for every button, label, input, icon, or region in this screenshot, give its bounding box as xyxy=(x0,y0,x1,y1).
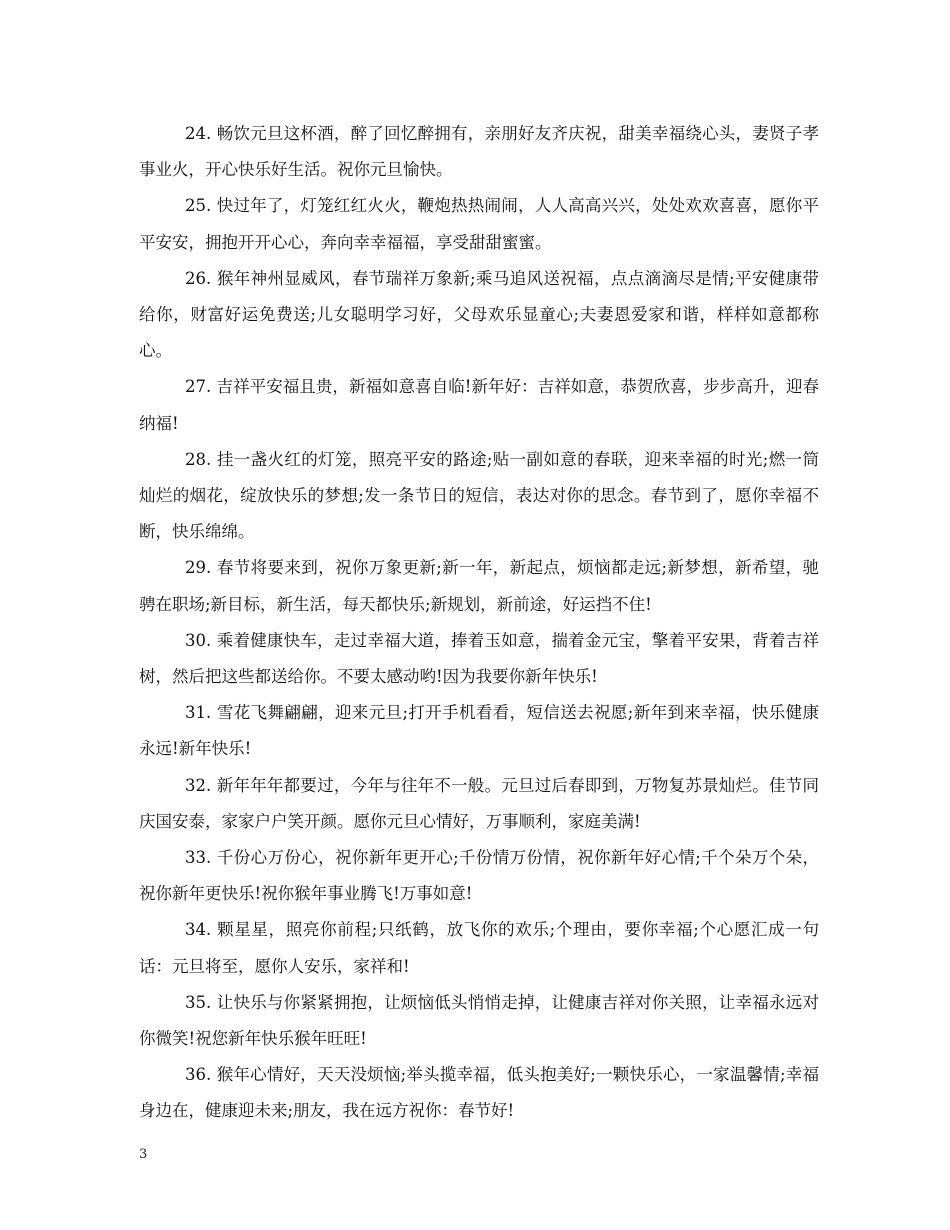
paragraph-34: 34. 颗星星，照亮你前程;只纸鹤，放飞你的欢乐;个理由，要你幸福;个心愿汇成一句话：元旦将至，愿你人安乐，家祥和! xyxy=(139,920,819,976)
paragraph-35: 35. 让快乐与你紧紧拥抱，让烦恼低头悄悄走掉，让健康吉祥对你关照，让幸福永远对你微笑!祝您新年快乐猴年旺旺! xyxy=(139,992,819,1049)
paragraph-32: 32. 新年年年都要过，今年与往年不一般。元旦过后春即到，万物复苏景灿烂。佳节同庆国安泰，家家户户笑开颜。愿你元旦心情好，万事顺利，家庭美满! xyxy=(139,775,819,831)
paragraph-27: 27. 吉祥平安福且贵，新福如意喜自临!新年好：吉祥如意，恭贺欣喜，步步高升，迎春纳福! xyxy=(139,377,819,433)
paragraph-25: 25. 快过年了，灯笼红红火火，鞭炮热热闹闹，人人高高兴兴，处处欢欢喜喜，愿你平平安安，拥抱开开心心，奔向幸幸福福，享受甜甜蜜蜜。 xyxy=(139,196,819,252)
paragraph-30: 30. 乘着健康快车，走过幸福大道，捧着玉如意，揣着金元宝，擎着平安果，背着吉祥树，然后把这些都送给你。不要太感动哟!因为我要你新年快乐! xyxy=(139,630,819,687)
paragraph-33: 33. 千份心万份心，祝你新年更开心;千份情万份情，祝你新年好心情;千个朵万个朵，祝你新年更快乐!祝你猴年事业腾飞!万事如意! xyxy=(139,848,819,904)
paragraph-36: 36. 猴年心情好，天天没烦恼;举头揽幸福，低头抱美好;一颗快乐心，一家温馨情;幸福身边在，健康迎未来;朋友，我在远方祝你：春节好! xyxy=(139,1065,819,1121)
paragraph-24: 24. 畅饮元旦这杯酒，醉了回忆醉拥有，亲朋好友齐庆祝，甜美幸福绕心头，妻贤子孝事业火，开心快乐好生活。祝你元旦愉快。 xyxy=(139,124,819,180)
paragraph-26: 26. 猴年神州显威风，春节瑞祥万象新;乘马追风送祝福，点点滴滴尽是情;平安健康带给你，财富好运免费送;儿女聪明学习好，父母欢乐显童心;夫妻恩爱家和谐，样样如意都称心。 xyxy=(139,268,819,361)
page-number: 3 xyxy=(139,1147,148,1162)
paragraph-31: 31. 雪花飞舞翩翩，迎来元旦;打开手机看看，短信送去祝愿;新年到来幸福，快乐健康永远!新年快乐! xyxy=(139,703,819,759)
document-body xyxy=(139,116,819,1130)
paragraph-28: 28. 挂一盏火红的灯笼，照亮平安的路途;贴一副如意的春联，迎来幸福的时光;燃一筒灿烂的烟花，绽放快乐的梦想;发一条节日的短信，表达对你的思念。春节到了，愿你幸福不断，快乐绵绵。 xyxy=(139,449,819,542)
paragraph-29: 29. 春节将要来到，祝你万象更新;新一年，新起点，烦恼都走远;新梦想，新希望，驰骋在职场;新目标，新生活，每天都快乐;新规划，新前途，好运挡不住! xyxy=(139,558,819,614)
